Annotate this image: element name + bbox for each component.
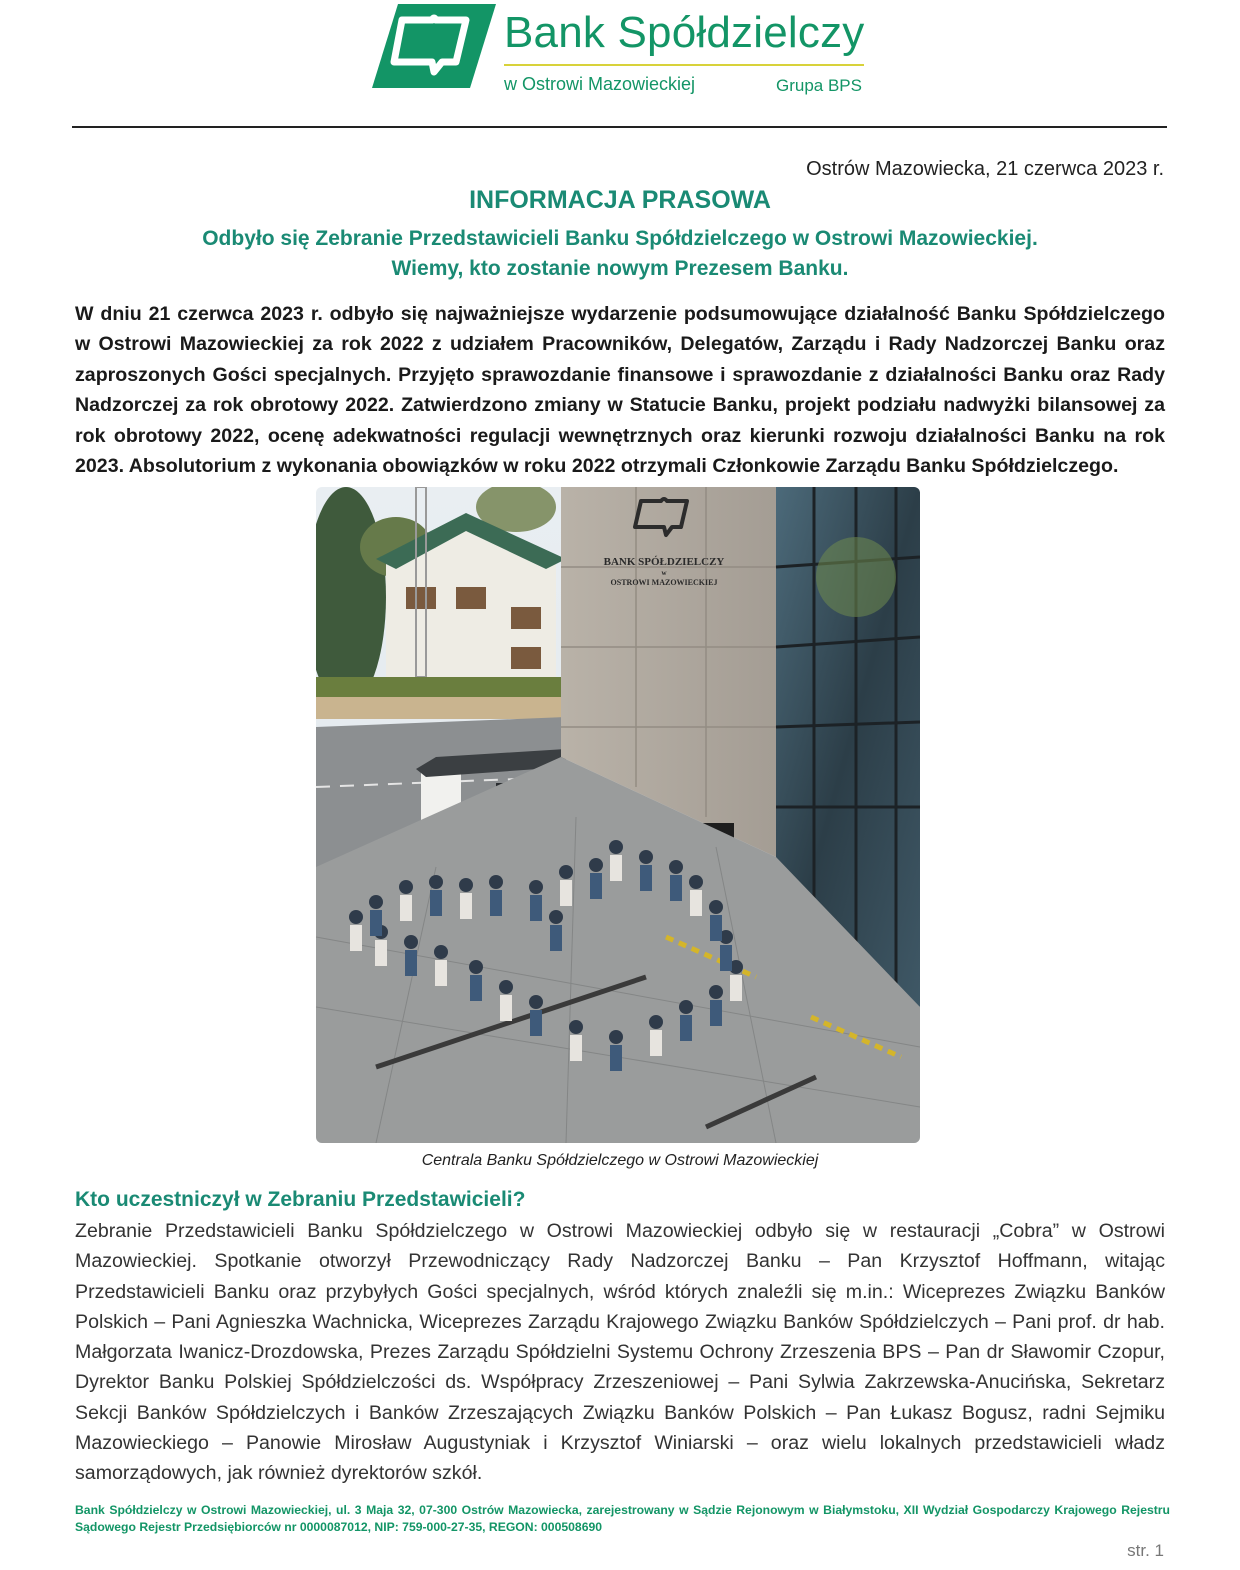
- photo-caption: Centrala Banku Spółdzielczego w Ostrowi Mazowieckiej: [421, 1152, 819, 1169]
- logo-divider: [504, 64, 864, 66]
- logo-subtitle: w Ostrowi Mazowieckiej: [504, 74, 696, 94]
- photo-illustration: [316, 487, 920, 1143]
- lead-paragraph: W dniu 21 czerwca 2023 r. odbyło się najważniejsze wydarzenie podsumowujące działalność Banku Spółdzielczego w Ostrowi Mazowieckiej za rok 2022 z udziałem Pracowników, Delegatów, Zarządu i Rady Nadzorczej Banku oraz zaproszonych Gości specjalnych. Przyjęto sprawozdanie finansowe i sprawozdanie z działalności Banku oraz Rady Nadzorczej za rok obrotowy 2022. Zatwierdzono zmiany w Statucie Banku, projekt podziału nadwyżki bilansowej za rok obrotowy 2022, ocenę adekwatności regulacji wewnętrznych oraz kierunki rozwoju działalności Banku na rok 2023. Absolutorium z wykonania obowiązków w roku 2022 otrzymali Członkowie Zarządu Banku Spółdzielczego.: [75, 303, 1165, 478]
- building-sign-line2: w: [661, 569, 667, 577]
- document-subheading-line1: Odbyło się Zebranie Przedstawicieli Banku Spółdzielczego w Ostrowi Mazowieckiej.: [202, 227, 1038, 250]
- building-sign-line1: BANK SPÓŁDZIELCZY: [603, 556, 725, 568]
- document-date: Ostrów Mazowiecka, 21 czerwca 2023 r.: [806, 158, 1164, 180]
- bank-headquarters-photo: [316, 487, 920, 1143]
- logo-title: Bank Spółdzielczy: [504, 8, 865, 57]
- section-title: Kto uczestniczył w Zebraniu Przedstawicieli?: [75, 1188, 526, 1211]
- page-number: str. 1: [1127, 1541, 1164, 1560]
- document-heading: INFORMACJA PRASOWA: [469, 186, 771, 214]
- bank-logo-icon: [372, 4, 496, 88]
- header-divider: [72, 126, 1167, 128]
- logo-group: Grupa BPS: [776, 76, 862, 95]
- document-subheading-line2: Wiemy, kto zostanie nowym Prezesem Banku.: [391, 257, 849, 280]
- building-sign-line3: OSTROWI MAZOWIECKIEJ: [610, 578, 718, 587]
- section-body: Zebranie Przedstawicieli Banku Spółdzielczego w Ostrowi Mazowieckiej odbyło się w restauracji „Cobra” w Ostrowi Mazowieckiej. Spotkanie otworzył Przewodniczący Rady Nadzorczej Banku – Pan Krzysztof Hoffmann, witając Przedstawicieli Banku oraz przybyłych Gości specjalnych, wśród których znaleźli się m.in.: Wiceprezes Związku Banków Polskich – Pani Agnieszka Wachnicka, Wiceprezes Zarządu Krajowego Związku Banków Spółdzielczych – Pani prof. dr hab. Małgorzata Iwanicz-Drozdowska, Prezes Zarządu Spółdzielni Systemu Ochrony Zrzeszenia BPS – Pan dr Sławomir Czopur, Dyrektor Banku Polskiej Spółdzielczości ds. Współpracy Zrzeszeniowej – Pani Sylwia Zakrzewska-Anucińska, Sekretarz Sekcji Banków Spółdzielczych i Banków Zrzeszających Związku Banków Polskich – Pan Łukasz Bogusz, radni Sejmiku Mazowieckiego – Panowie Mirosław Augustyniak i Krzysztof Winiarski – oraz wielu lokalnych przedstawicieli władz samorządowych, jak również dyrektorów szkół.: [75, 1220, 1165, 1485]
- bank-logo: [372, 4, 866, 94]
- footer-legal-info: Bank Spółdzielczy w Ostrowi Mazowieckiej, ul. 3 Maja 32, 07-300 Ostrów Mazowiecka, zarejestrowany w Sądzie Rejonowym w Białymstoku, XII Wydział Gospodarczy Krajowego Rejestru Sądowego Rejestr Przedsiębiorców nr 0000087012, NIP: 759-000-27-35, REGON: 000508690: [75, 1503, 1170, 1534]
